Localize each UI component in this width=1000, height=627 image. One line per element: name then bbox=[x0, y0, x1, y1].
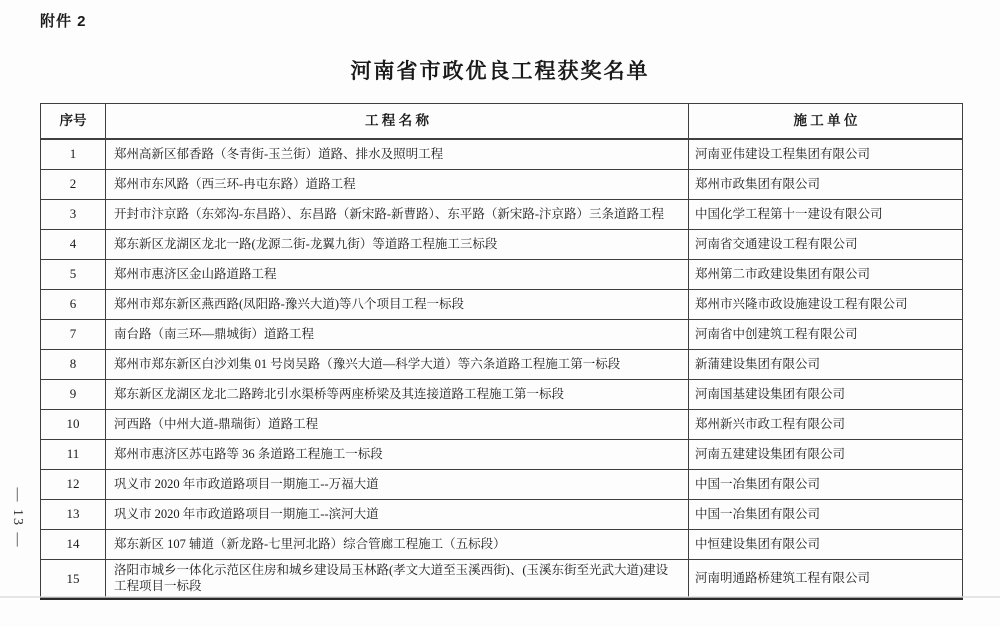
project-name-cell: 郑州市惠济区苏屯路等 36 条道路工程施工一标段 bbox=[106, 439, 689, 469]
table-row bbox=[41, 529, 963, 559]
table-row bbox=[41, 349, 963, 379]
row-number-cell: 15 bbox=[41, 559, 106, 599]
table-row bbox=[41, 319, 963, 349]
row-number-cell: 4 bbox=[41, 229, 106, 259]
project-name-cell: 郑东新区 107 辅道（新龙路-七里河北路）综合管廊工程施工（五标段） bbox=[106, 529, 689, 559]
col-header-no: 序号 bbox=[41, 104, 106, 140]
table-row bbox=[41, 409, 963, 439]
row-number-cell: 10 bbox=[41, 409, 106, 439]
project-name-cell: 郑州高新区郁香路（冬青街-玉兰街）道路、排水及照明工程 bbox=[106, 139, 689, 169]
col-header-project: 工 程 名 称 bbox=[106, 104, 689, 140]
contractor-cell: 中国一冶集团有限公司 bbox=[689, 499, 963, 529]
page-title: 河南省市政优良工程获奖名单 bbox=[350, 60, 650, 83]
contractor-cell: 中恒建设集团有限公司 bbox=[689, 529, 963, 559]
row-number-cell: 7 bbox=[41, 319, 106, 349]
table-header bbox=[41, 104, 963, 140]
contractor-cell: 河南明通路桥建筑工程有限公司 bbox=[689, 559, 963, 599]
row-number-cell: 3 bbox=[41, 199, 106, 229]
contractor-cell: 河南五建建设集团有限公司 bbox=[689, 439, 963, 469]
contractor-cell: 新蒲建设集团有限公司 bbox=[689, 349, 963, 379]
contractor-cell: 郑州市政集团有限公司 bbox=[689, 169, 963, 199]
contractor-cell: 河南省中创建筑工程有限公司 bbox=[689, 319, 963, 349]
row-number-cell: 2 bbox=[41, 169, 106, 199]
contractor-cell: 郑州第二市政建设集团有限公司 bbox=[689, 259, 963, 289]
table-row bbox=[41, 559, 963, 599]
contractor-cell: 河南省交通建设工程有限公司 bbox=[689, 229, 963, 259]
page-number: — 13 — bbox=[10, 487, 25, 549]
project-name-cell: 郑州市东风路（西三环-冉屯东路）道路工程 bbox=[106, 169, 689, 199]
contractor-cell: 中国化学工程第十一建设有限公司 bbox=[689, 199, 963, 229]
project-name-cell: 郑东新区龙湖区龙北一路(龙源二街-龙翼九街）等道路工程施工三标段 bbox=[106, 229, 689, 259]
awards-table bbox=[40, 103, 963, 600]
project-name-cell: 巩义市 2020 年市政道路项目一期施工--滨河大道 bbox=[106, 499, 689, 529]
project-name-cell: 河西路（中州大道-鼎瑞街）道路工程 bbox=[106, 409, 689, 439]
contractor-cell: 郑州市兴隆市政设施建设工程有限公司 bbox=[689, 289, 963, 319]
project-name-cell: 开封市汴京路（东郊沟-东昌路）、东昌路（新宋路-新曹路）、东平路（新宋路-汴京路）三条道路工程 bbox=[106, 199, 689, 229]
contractor-cell: 河南国基建设集团有限公司 bbox=[689, 379, 963, 409]
row-number-cell: 8 bbox=[41, 349, 106, 379]
project-name-cell: 郑州市惠济区金山路道路工程 bbox=[106, 259, 689, 289]
contractor-cell: 河南亚伟建设工程集团有限公司 bbox=[689, 139, 963, 169]
table-row bbox=[41, 139, 963, 169]
table-row bbox=[41, 259, 963, 289]
table-body bbox=[41, 139, 963, 599]
table-row bbox=[41, 229, 963, 259]
table-row bbox=[41, 289, 963, 319]
table-row bbox=[41, 499, 963, 529]
row-number-cell: 9 bbox=[41, 379, 106, 409]
col-header-contractor: 施 工 单 位 bbox=[689, 104, 963, 140]
project-name-cell: 郑东新区龙湖区龙北二路跨北引水渠桥等两座桥梁及其连接道路工程施工第一标段 bbox=[106, 379, 689, 409]
row-number-cell: 12 bbox=[41, 469, 106, 499]
attachment-label: 附件 2 bbox=[40, 13, 87, 30]
table-row bbox=[41, 379, 963, 409]
contractor-cell: 郑州新兴市政工程有限公司 bbox=[689, 409, 963, 439]
project-name-cell: 洛阳市城乡一体化示范区住房和城乡建设局玉林路(孝文大道至玉溪西街)、(玉溪东街至光武大道)建设工程项目一标段 bbox=[106, 559, 689, 599]
scan-shadow-line bbox=[0, 596, 1000, 598]
table-row bbox=[41, 199, 963, 229]
contractor-cell: 中国一冶集团有限公司 bbox=[689, 469, 963, 499]
project-name-cell: 巩义市 2020 年市政道路项目一期施工--万福大道 bbox=[106, 469, 689, 499]
row-number-cell: 14 bbox=[41, 529, 106, 559]
table-row bbox=[41, 169, 963, 199]
project-name-cell: 郑州市郑东新区白沙刘集 01 号岗吴路（豫兴大道—科学大道）等六条道路工程施工第一标段 bbox=[106, 349, 689, 379]
project-name-cell: 郑州市郑东新区燕西路(凤阳路-豫兴大道)等八个项目工程一标段 bbox=[106, 289, 689, 319]
row-number-cell: 1 bbox=[41, 139, 106, 169]
row-number-cell: 11 bbox=[41, 439, 106, 469]
row-number-cell: 6 bbox=[41, 289, 106, 319]
table-row bbox=[41, 469, 963, 499]
row-number-cell: 13 bbox=[41, 499, 106, 529]
project-name-cell: 南台路（南三环—鼎城街）道路工程 bbox=[106, 319, 689, 349]
header-row bbox=[41, 104, 963, 140]
table-row bbox=[41, 439, 963, 469]
row-number-cell: 5 bbox=[41, 259, 106, 289]
